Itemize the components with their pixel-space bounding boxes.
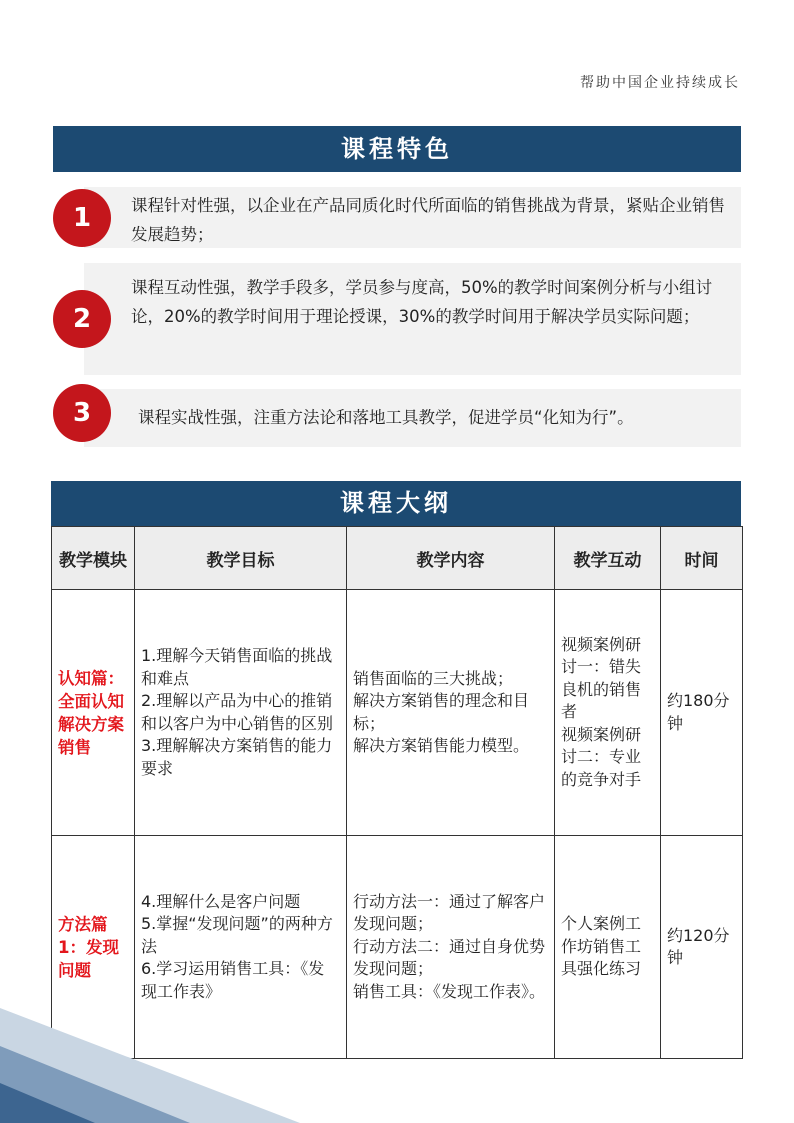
interaction-cell (555, 836, 661, 1059)
content-text: 销售面临的三大挑战； 解决方案销售的理念和目标； 解决方案销售能力模型。 (353, 668, 530, 755)
time-cell: 约120分钟 (661, 836, 743, 1059)
table-header-row (52, 527, 743, 590)
goals-cell (135, 590, 347, 836)
feature-item-2 (84, 263, 741, 375)
content-cell (347, 590, 555, 836)
feature-text: 课程实战性强，注重方法论和落地工具教学，促进学员“化知为行”。 (138, 408, 634, 427)
feature-text: 课程互动性强，教学手段多，学员参与度高，50%的教学时间案例分析与小组讨论，20%的教学时间用于理论授课，30%的教学时间用于解决学员实际问题； (131, 278, 713, 326)
goals-text: 1.理解今天销售面临的挑战和难点 2.理解以产品为中心的推销和以客户为中心销售的区别 3.理解解决方案销售的能力要求 (141, 646, 334, 778)
interaction-cell (555, 590, 661, 836)
time-cell: 约180分钟 (661, 590, 743, 836)
goals-text: 4.理解什么是客户问题 5.掌握“发现问题”的两种方法 6.学习运用销售工具：《发现工作表》 (141, 891, 333, 1001)
outline-title: 课程大纲 (51, 481, 741, 526)
column-header-interaction: 教学互动 (555, 527, 661, 590)
feature-number-badge: 2 (53, 290, 111, 348)
feature-number-badge: 3 (53, 384, 111, 442)
interaction-text: 个人案例工作坊销售工具强化练习 (561, 914, 642, 979)
module-cell: 认知篇：全面认知解决方案销售 (52, 590, 135, 836)
column-header-goals: 教学目标 (135, 527, 347, 590)
feature-number-badge: 1 (53, 189, 111, 247)
outline-table (51, 526, 743, 1059)
feature-text: 课程针对性强，以企业在产品同质化时代所面临的销售挑战为背景，紧贴企业销售发展趋势； (131, 196, 725, 244)
column-header-module: 教学模块 (52, 527, 135, 590)
interaction-text: 视频案例研讨一：错失良机的销售者 视频案例研讨二：专业的竞争对手 (561, 634, 642, 789)
feature-item-3 (84, 389, 741, 447)
column-header-time: 时间 (661, 527, 743, 590)
module-cell: 方法篇1：发现问题 (52, 836, 135, 1059)
content-text: 行动方法一：通过了解客户发现问题； 行动方法二：通过自身优势发现问题； 销售工具：《发现工作表》。 (353, 891, 546, 1001)
features-title: 课程特色 (53, 126, 741, 172)
header-slogan: 帮助中国企业持续成长 (580, 75, 740, 91)
decorative-corner-shape (0, 1008, 360, 1123)
table-row (52, 590, 743, 836)
feature-item-1 (84, 187, 741, 248)
column-header-content: 教学内容 (347, 527, 555, 590)
content-cell (347, 836, 555, 1059)
